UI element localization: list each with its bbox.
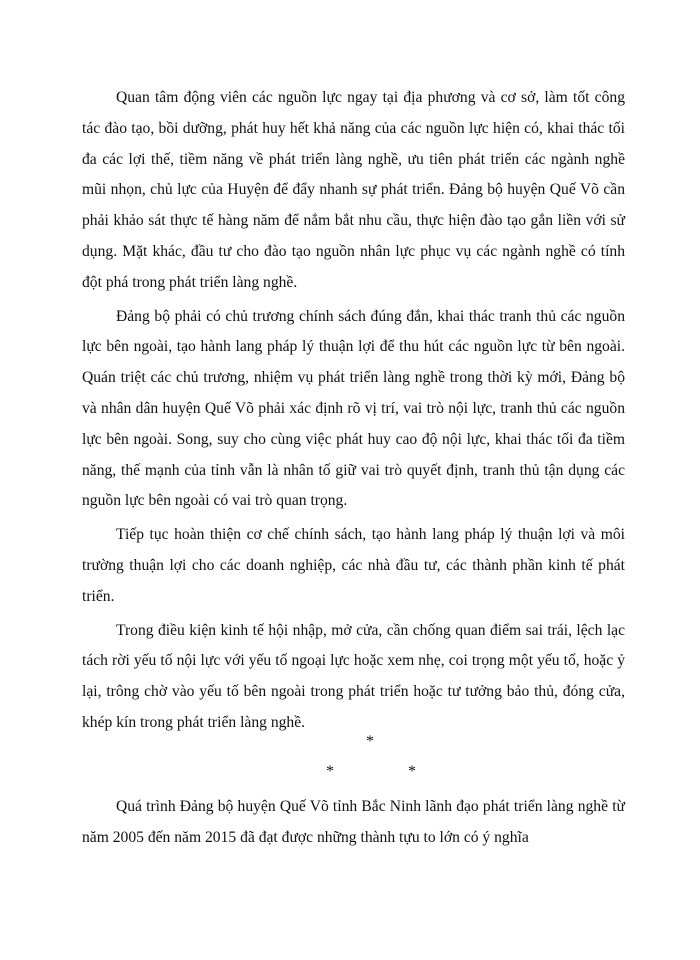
- paragraph-mechanism: Tiếp tục hoàn thiện cơ chế chính sách, tạo hành lang pháp lý thuận lợi và môi trường thuận lợi cho các doanh nghiệp, các nhà đầu tư, các thành phần kinh tế phát triển.: [82, 526, 625, 605]
- paragraph-policy: Đảng bộ phải có chủ trương chính sách đúng đắn, khai thác tranh thủ các nguồn lực bên ngoài, tạo hành lang pháp lý thuận lợi để thu hút các nguồn lực từ bên ngoài. Quán triệt các chủ trương, nhiệm vụ phát triển làng nghề trong thời kỳ mới, Đảng bộ và nhân dân huyện Quế Võ phải xác định rõ vị trí, vai trò nội lực, tranh thủ các nguồn lực bên ngoài. Song, suy cho cùng việc phát huy cao độ nội lực, khai thác tối đa tiềm năng, thế mạnh của tỉnh vẫn là nhân tố giữ vai trò quyết định, tranh thủ tận dụng các nguồn lực bên ngoài có vai trò quan trọng.: [82, 307, 625, 510]
- closing-text: [82, 792, 625, 857]
- paragraph-integration: Trong điều kiện kinh tế hội nhập, mở cửa, cần chống quan điểm sai trái, lệch lạc tách rời yếu tố nội lực với yếu tố ngoại lực hoặc xem nhẹ, coi trọng một yếu tố, hoặc ỷ lại, trông chờ vào yếu tố bên ngoài trong phát triển hoặc tư tưởng bảo thủ, đóng cửa, khép kín trong phát triển làng nghề.: [82, 621, 625, 731]
- separator-asterisk-right: *: [408, 763, 416, 780]
- body-text: [82, 83, 625, 742]
- paragraph-resources: Quan tâm động viên các nguồn lực ngay tại địa phương và cơ sở, làm tốt công tác đào tạo, bồi dưỡng, phát huy hết khả năng của các nguồn lực hiện có, khai thác tối đa các lợi thế, tiềm năng về phát triển làng nghề, ưu tiên phát triển các ngành nghề mũi nhọn, chủ lực của Huyện để đẩy nhanh sự phát triển. Đảng bộ huyện Quế Võ cần phải khảo sát thực tế hàng năm để nắm bắt nhu cầu, thực hiện đào tạo gắn liền với sử dụng. Mặt khác, đầu tư cho đào tạo nguồn nhân lực phục vụ các ngành nghề có tính đột phá trong phát triển làng nghề.: [82, 89, 625, 291]
- separator-asterisk-left: *: [326, 763, 334, 780]
- separator-asterisk-top: *: [366, 733, 374, 750]
- paragraph-closing: Quá trình Đảng bộ huyện Quế Võ tỉnh Bắc Ninh lãnh đạo phát triển làng nghề từ năm 2005 đến năm 2015 đã đạt được những thành tựu to lớn có ý nghĩa: [82, 798, 625, 846]
